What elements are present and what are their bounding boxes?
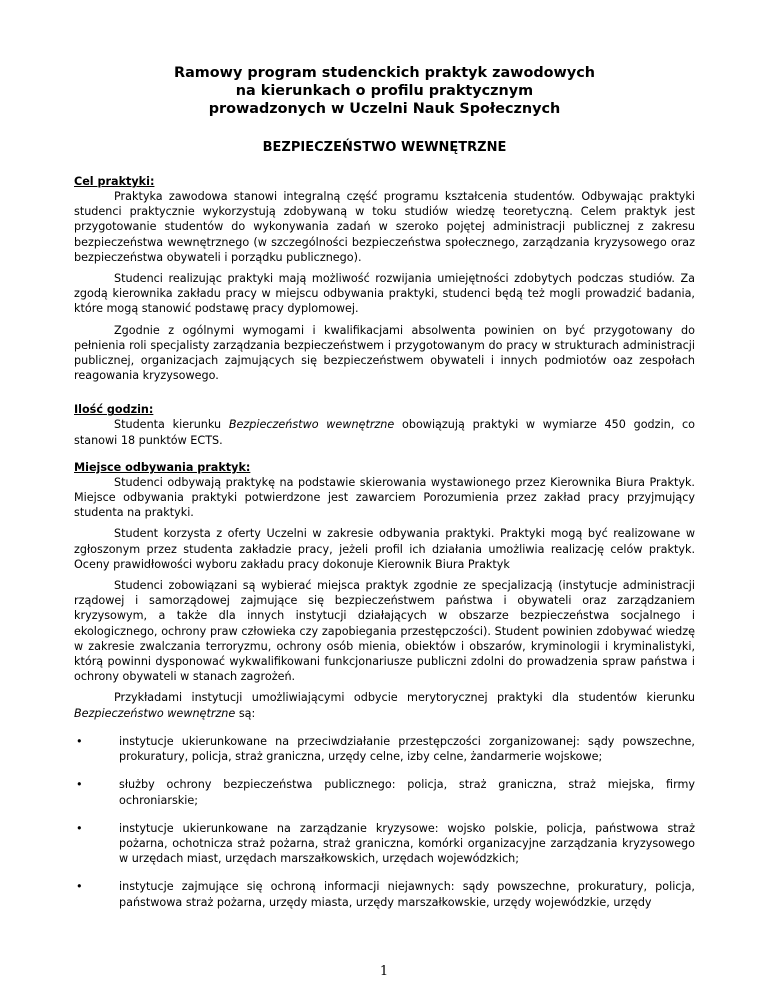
- miejsce-paragraph-1: Studenci odbywają praktykę na podstawie skierowania wystawionego przez Kierownika Biura Praktyk. Miejsce odbywania praktyki potwierdzone jest zawarciem Porozumienia przez zakład pracy przyjmujący studenta na praktyki.: [74, 475, 695, 520]
- field-of-study-heading: BEZPIECZEŃSTWO WEWNĘTRZNE: [262, 140, 507, 155]
- miejsce-paragraph-2: Student korzysta z oferty Uczelni w zakresie odbywania praktyki. Praktyki mogą być realizowane w zgłoszonym przez studenta zakładzie pracy, jeżeli profil ich działania umożliwia realizację celów praktyk. Oceny prawidłowości wyboru zakładu pracy dokonuje Kierownik Biura Praktyk: [74, 527, 695, 571]
- miejsce-paragraph-3: Studenci zobowiązani są wybierać miejsca praktyk zgodnie ze specjalizacją (instytucje administracji rządowej i samorządowej zajmujące się bezpieczeństwem państwa i obywateli oraz zarządzaniem kryzysowym, a także dla innych instytucji działających w obszarze bezpieczeństwa socjalnego i ekologicznego, ochrony praw człowieka czy zapobiegania przestępczości). Student powinien zdobywać wiedzę w zakresie zwalczania terroryzmu, ochrony osób mienia, obiektów i obszarów, kryminologii i kryminalistyki, którą powinni dysponować wykwalifikowani funkcjonariusze publiczni zdolni do prowadzenia spraw państwa i ochrony obywateli w stanach zagrożeń.: [74, 579, 695, 684]
- kierunek-name: Bezpieczeństwo wewnętrzne: [74, 706, 236, 720]
- bullet-icon: •: [76, 821, 83, 835]
- bullet-icon: •: [76, 880, 83, 894]
- list-item: • instytucje zajmujące się ochroną informacji niejawnych: sądy powszechne, prokuratury, policja, państwowa straż pożarna, urzędy miasta, urzędy marszałkowskie, urzędy wojewódzkie, urzędy: [76, 880, 695, 909]
- cel-paragraph-2: Studenci realizując praktyki mają możliwość rozwijania umiejętności zdobytych podczas studiów. Za zgodą kierownika zakładu pracy w miejscu odbywania praktyki, studenci będą też mogli prowadzić badania, które mogą stanowić podstawę pracy dyplomowej.: [74, 272, 695, 316]
- title-line-3: prowadzonych w Uczelni Nauk Społecznych: [208, 101, 561, 117]
- list-item: • instytucje ukierunkowane na przeciwdziałanie przestępczości zorganizowanej: sądy powszechne, prokuratury, policja, straż graniczna, urzędy celne, izby celne, żandarmerie wojskowe;: [76, 734, 695, 764]
- cel-paragraph-1: Praktyka zawodowa stanowi integralną część programu kształcenia studentów. Odbywając praktyki studenci praktycznie wykorzystują zdobywaną w toku studiów wiedzę teoretyczną. Celem praktyk jest przygotowanie studentów do wykonywania zadań w szeroko pojętej administracji publicznej z zakresu bezpieczeństwa wewnętrznego (w szczególności bezpieczeństwa społecznego, zarządzania kryzysowego oraz bezpieczeństwa obywateli i porządku publicznego).: [74, 190, 695, 264]
- section-heading-cel: Cel praktyki:: [74, 175, 155, 188]
- section-heading-godziny: Ilość godzin:: [74, 403, 154, 417]
- kierunek-name: Bezpieczeństwo wewnętrzne: [228, 418, 395, 432]
- document-title: [74, 64, 695, 118]
- document-page: [74, 64, 695, 923]
- title-line-1: Ramowy program studenckich praktyk zawodowych: [174, 65, 595, 81]
- list-item: • instytucje ukierunkowane na zarządzanie kryzysowe: wojsko polskie, policja, państwowa straż pożarna, ochotnicza straż pożarna, straż graniczna, komórki organizacyjne zarządzania kryzysowego w urzędach miast, urzędach marszałkowskich, urzędach wojewódzkich;: [76, 821, 695, 866]
- miejsce-paragraph-4: Przykładami instytucji umożliwiającymi odbycie merytorycznej praktyki dla studentów kierunku Bezpieczeństwo wewnętrzne są:: [74, 691, 695, 720]
- page-number: 1: [379, 964, 389, 979]
- title-line-2: na kierunkach o profilu praktycznym: [235, 83, 534, 99]
- bullet-icon: •: [76, 734, 83, 748]
- list-item: • służby ochrony bezpieczeństwa publicznego: policja, straż graniczna, straż miejska, firmy ochroniarskie;: [76, 778, 695, 807]
- bullet-icon: •: [76, 778, 83, 792]
- godziny-paragraph: Studenta kierunku Bezpieczeństwo wewnętrzne obowiązują praktyki w wymiarze 450 godzin, co stanowi 18 punktów ECTS.: [74, 418, 695, 447]
- section-heading-miejsce: Miejsce odbywania praktyk:: [74, 460, 251, 474]
- institution-list: [74, 734, 695, 910]
- cel-paragraph-3: Zgodnie z ogólnymi wymogami i kwalifikacjami absolwenta powinien on być przygotowany do pełnienia roli specjalisty zarządzania bezpieczeństwem i przygotowanym do pracy w strukturach administracji publicznej, organizacjach zajmujących się bezpieczeństwem obywateli i innych podmiotów oaz zespołach reagowania kryzysowego.: [74, 323, 695, 383]
